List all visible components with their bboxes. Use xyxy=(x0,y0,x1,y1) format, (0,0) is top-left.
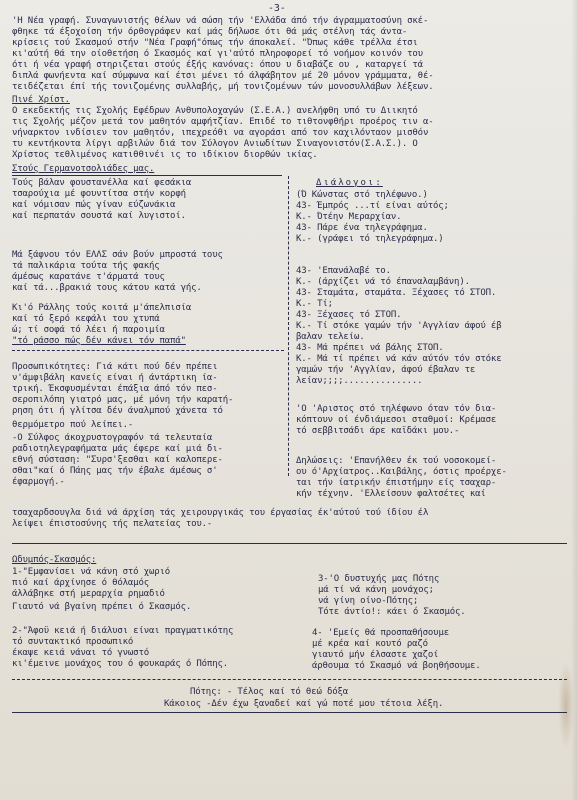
intro-line: ότι ή νέα γραφή στηριζεται στούς έξής κανόνας: όπου υ διαβάζε ου , καταργεί τά xyxy=(12,60,423,70)
divider-line xyxy=(12,712,567,713)
poem-line: καί περπατάν σουστά καί λυγιστοί. xyxy=(12,211,186,221)
poem-line: Τούς βάλαν φουστανέλλα καί φεσάκια xyxy=(12,178,192,188)
quiz-line: νά γίνη οίνο-Πότης; xyxy=(318,596,419,606)
dialogue-line: Κ.- Μά τί πρέπει νά κάν αύτόν τόν στόκε xyxy=(296,354,502,364)
dashed-divider xyxy=(12,679,567,680)
dialogue-line: 43- Πάρε ένα τηλεγράφημα. xyxy=(296,223,428,233)
dialogue-line: 43- Μά πρέπει νά βάλης ΣΤΟΠ. xyxy=(296,343,444,353)
paragraph-line: 'Ο 'Αριστος στό τηλέφωνο όταν τόν δια- xyxy=(296,404,497,414)
paragraph-line: τό σεββιτσάδι άρε καϊδάκι μου.- xyxy=(296,426,460,436)
dialogue-line: (Ό Κώνστας στό τηλέφωνο.) xyxy=(296,190,428,200)
intro-line: 'Η Νέα γραφή. Συναγωνιστής θέλων νά σώση τήν 'Ελλάδα άπό τήν άγραμματοσύνη σκέ- xyxy=(12,16,429,26)
paragraph-line: τσαχαρδσουγλα διά νά άρχίση τάς χειρουργικάς του έργασίας έκ'αύτού τού ίδίου έλ xyxy=(12,508,429,518)
intro-line: τειδέζεται έπί τής τονιζομένης συλλαβής, μή τονιζομένων τών μονοσυλλάβων λέξεων. xyxy=(12,82,434,92)
notice-line: Προσωπικότητες: Γιά κάτι πού δέν πρέπει xyxy=(12,362,218,372)
poem-line: Κι'ό Ράλλης τούς κοιτά μ'άπελπισία xyxy=(12,303,192,313)
poem-line: καί τά...βρακιά τους κάτου κατά γής. xyxy=(12,283,202,293)
quiz-line: 4- 'Εμείς θά προσπαθήσουμε xyxy=(312,628,449,638)
paragraph-line: ραδιοτηλεγραφήματα μάς έφερε καί μιά δι- xyxy=(12,444,223,454)
dialogue-line: Κ.- (άρχίζει νά τό έπαναλαμβάνη). xyxy=(296,277,470,287)
poem-line: καί τό ξερό κεφάλι του χτυπά xyxy=(12,314,160,324)
dialogue-line: Κ.- (γράφει τό τηλεγράφημα.) xyxy=(296,234,444,244)
paragraph-line: τυ κεντήκοντα λίργι αρβιλών διά τον Σύλογον Ανιωδίτων Σιναγονιστόν(Σ.Α.Σ.). Ο xyxy=(12,139,418,149)
intro-line: φθηκε τά έξοχοίση τήν όρθογράφεν καί μάς δήλωσε ότι θά μάς στέλνη τάς άντα- xyxy=(12,27,408,37)
quiz-line: 3-'Ο δυστυχής μας Πότης xyxy=(318,574,440,584)
closing-line: Κάκοιος -Δέν έχω ξαναδεί καί γώ ποτέ μου τέτοια λέξη. xyxy=(164,699,444,709)
notes-line: Δηλώσεις: 'Επανήλθεν έκ τού νοσοκομεί- xyxy=(296,456,497,466)
dialogue-line: 43- Ξέχασες τό ΣΤΟΠ. xyxy=(296,310,402,320)
intro-line: κρίσεις τού Σκασμού στήν "Νέα Γραφή"όπως τήν άποκαλεί. "Όπως κάθε τρέλλα έτσι xyxy=(12,38,418,48)
paragraph-line: λείψει έπιστοσύνης τής πελατείας του.- xyxy=(12,519,213,529)
poem-line: καί νόμισαν πώς γίναν εύζωνάκια xyxy=(12,200,176,210)
paragraph-line: Χρίστος τεθλιμένος κατιθθινέι ις το ιδίκιον διορθών ικίας. xyxy=(12,150,318,160)
notice-line: τρική. Έκσφυσμένται έπάξια άπό τόν πεσ- xyxy=(12,384,218,394)
dialogue-line: 43- Έμπρός ...τί είναι αύτός; xyxy=(296,201,449,211)
notice-line: ρηση ότι ή γλίτσα δέν άναλμπού χάνετα τό xyxy=(12,406,223,416)
quiz-line: 1-"Εμφανίσει νά κάνη στό χωριό xyxy=(12,567,171,577)
poem-line: ώ; τί σοφά τό λέει ή παροιμία xyxy=(12,325,165,335)
intro-line: κι'αύτή θά την οίοθετήση ό Σκασμός καί γι'αύτό πληροφορεί τό νοήμον κοινόν του xyxy=(12,49,423,59)
dialogue-line: Κ.- Τί στόκε γαμών τήν 'Αγγλίαν άφού έβ xyxy=(296,321,502,331)
poem-heading: Στούς Γερμανοτσολιάδες μας. xyxy=(12,164,155,174)
divider-line xyxy=(12,175,282,176)
notes-line: ται τήν ίατρικήν έπιστήμην είς τσαχαρ- xyxy=(296,478,497,488)
notice-line: θερμόμετρο πού λείπει.- xyxy=(12,420,134,430)
dialogue-line: 43- Σταμάτα, σταμάτα. Ξέχασες τό ΣΤΟΠ. xyxy=(296,288,497,298)
dialogue-line: Κ.- Τί; xyxy=(296,299,333,309)
dialogue-heading: Διάλογοι: xyxy=(316,178,383,188)
poem-line: τά παλικάρια τούτα τής φακής xyxy=(12,261,160,271)
quiz-line: μά τί νά κάνη μονάχος; xyxy=(318,585,434,595)
divider-line xyxy=(12,543,567,544)
paragraph-line: σθαι"καί ό Πάης μας τήν έβαλε άμέσως σ' xyxy=(12,466,218,476)
notice-line: ν'άμφιβάλη κανείς είναι ή άντάρτικη ία- xyxy=(12,373,218,383)
quiz-line: Γιαυτό νά βγαίνη πρέπει ό Σκασμός. xyxy=(12,602,192,612)
closing-line: Πότης: - Τέλος καί τό θεώ δόξα xyxy=(190,687,349,697)
dashed-divider xyxy=(12,350,284,351)
dialogue-line: γαμών τήν 'Αγγλίαν, άφού έβαλαν τε xyxy=(296,365,476,375)
quiz-line: τό συντακτικό προσωπικό xyxy=(12,637,134,647)
paragraph-line: εθνή σύσταση: "Συρσ'ξεσθαι καί καλοπερε- xyxy=(12,455,223,465)
paragraph-line: νήναρκτον ινδίσιεν τον μαθητόν, ιπεχρεόθι να αγοράσι από τον καχιλόνταον μισθόν xyxy=(12,128,429,138)
quiz-line: κι'έμεινε μονάχος του ό φουκαράς ό Πόπης. xyxy=(12,659,229,669)
section-heading: Πινέ Χρίστ. xyxy=(12,95,70,105)
quiz-line: μέ κρέα καί κουτό ραζό xyxy=(312,639,428,649)
page-number: -3- xyxy=(268,3,286,14)
notice-line: σεροπιλόπη γιατρό μας, μέ μόνη τήν καρατή- xyxy=(12,395,234,405)
quiz-line: άλλάβηκε στή μεραρχία ρημαδιό xyxy=(12,589,165,599)
paragraph-line: κόπτουν οί ένδιάμεσοι σταθμοί: Κρέμασε xyxy=(296,415,497,425)
quiz-line: άρθουμα τό Σκασμό νά βοηθήσουμε. xyxy=(312,661,481,671)
poem-line: Μά ξάφνου τόν ΕΛΛΣ σάν βούν μπροστά τους xyxy=(12,250,223,260)
poem-line: άμέσως καρατάνε τ'άρματά τους xyxy=(12,272,165,282)
column-divider xyxy=(288,176,289,476)
paragraph-line: έφαρμογή.- xyxy=(12,477,65,487)
paragraph-line: Ο εκεδεκτής τις Σχολής Εφέδρων Ανθυπολοχαγών (Σ.Ε.Α.) ανελήφθη υπό τυ Διικητό xyxy=(12,106,418,116)
quiz-line: γιαυτό μήν έλσαστε χαζοί xyxy=(312,650,439,660)
poem-line: "τό ράσσο πώς δέν κάνει τόν παπά" xyxy=(12,336,186,346)
paper-stain xyxy=(558,660,574,750)
paragraph-line: -Ο Σύλφος άκοχρυστογραφόν τά τελευταία xyxy=(12,433,213,443)
dialogue-line: λείαν;;;;............... xyxy=(296,376,423,386)
quiz-line: πιό καί άρχίνησε ό θόλαμός xyxy=(12,578,149,588)
quiz-heading: Ωδυμπός-Σκασμός: xyxy=(12,555,97,565)
dialogue-line: βαλαν τελείω. xyxy=(296,332,365,342)
notes-line: ου ό'Αρχίατρος..Καιβάλης, όστις προέρχε- xyxy=(296,467,507,477)
notes-line: κήν τέχνην. 'Ελλείσουν φαλτσέτες καί xyxy=(296,489,486,499)
dialogue-line: 43- 'Επανάλαβέ το. xyxy=(296,266,391,276)
poem-line: τσαρούχια μέ φουντίτσα στήν κορφή xyxy=(12,189,186,199)
quiz-line: 2-"Άφοϋ κειά ή διάλυσι είναι πραγματικότης xyxy=(12,626,234,636)
quiz-line: έκαψε κειά νάναι τό γνωστό xyxy=(12,648,149,658)
intro-line: διπλά φωνήεντα καί σύμφωνα καί έτσι μένει τό άλφάβητον μέ 20 μόνον γράμματα, θέ- xyxy=(12,71,434,81)
quiz-line: Τότε άντίο!: κάει ό Σκασμός. xyxy=(318,607,466,617)
dialogue-line: Κ.- Ότέην Μεραρχίαν. xyxy=(296,212,402,222)
paragraph-line: τις Σχολής μέζον μετά τον μαθητόν αμφήτζίαν. Επιδέ το τιθτονφθήρι προέρος τιν α- xyxy=(12,117,434,127)
